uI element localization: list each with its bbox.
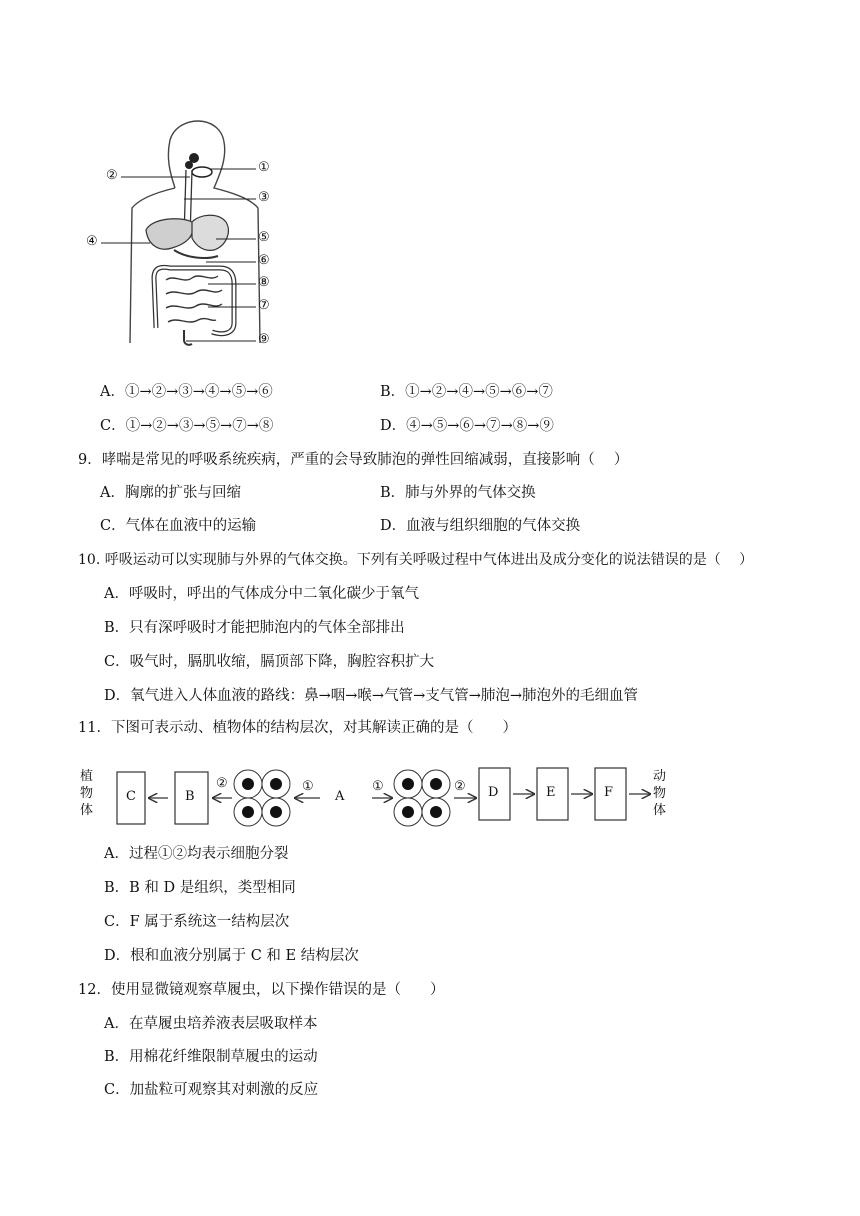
figure-label-6: ⑥ — [258, 253, 270, 268]
q9-option-d: D．血液与组织细胞的气体交换 — [380, 518, 581, 534]
plant-body-label — [80, 768, 96, 819]
q11-option-d: D．根和血液分别属于 C 和 E 结构层次 — [104, 948, 359, 964]
figure-label-9: ⑨ — [258, 332, 270, 347]
animal-body-char-1: 动 — [653, 769, 667, 784]
right-step-1: ① — [372, 779, 384, 794]
q11-option-a: A．过程①②均表示细胞分裂 — [104, 846, 289, 862]
figure-label-8: ⑧ — [258, 275, 270, 290]
q11-option-c: C．F 属于系统这一结构层次 — [104, 914, 290, 930]
box-c-label: C — [126, 789, 136, 804]
figure-label-2: ② — [106, 168, 118, 183]
figure-label-7: ⑦ — [258, 298, 270, 313]
q8-option-c: C．①→②→③→⑤→⑦→⑧ — [100, 418, 274, 434]
right-step-2: ② — [454, 779, 466, 794]
animal-body-char-2: 物 — [653, 786, 667, 801]
q10-option-b: B．只有深呼吸时才能把肺泡内的气体全部排出 — [104, 620, 405, 636]
q10-stem: 10. 呼吸运动可以实现肺与外界的气体交换。下列有关呼吸过程中气体进出及成分变化的说法错误的是（ ） — [78, 552, 754, 568]
structure-level-diagram — [76, 758, 676, 838]
center-a-label: A — [335, 789, 345, 804]
q8-option-a: A．①→②→③→④→⑤→⑥ — [100, 384, 273, 400]
figure-label-4: ④ — [86, 234, 98, 249]
figure-label-1: ① — [258, 160, 270, 175]
plant-body-char-2: 物 — [80, 786, 94, 801]
q9-option-b: B．肺与外界的气体交换 — [380, 485, 536, 501]
q8-option-d: D．④→⑤→⑥→⑦→⑧→⑨ — [380, 418, 554, 434]
q9-stem: 9．哮喘是常见的呼吸系统疾病，严重的会导致肺泡的弹性回缩减弱，直接影响（ ） — [78, 452, 629, 468]
box-d-label: D — [488, 785, 499, 800]
q11-option-b: B．B 和 D 是组织，类型相同 — [104, 880, 296, 896]
plant-body-char-1: 植 — [80, 769, 94, 784]
figure-label-5: ⑤ — [258, 230, 270, 245]
animal-body-char-3: 体 — [653, 803, 667, 818]
q10-option-d: D．氧气进入人体血液的路线：鼻→咽→喉→气管→支气管→肺泡→肺泡外的毛细血管 — [104, 688, 639, 704]
plant-body-char-3: 体 — [80, 803, 94, 818]
q11-stem: 11．下图可表示动、植物体的结构层次，对其解读正确的是（ ） — [78, 720, 517, 736]
q12-option-b: B．用棉花纤维限制草履虫的运动 — [104, 1049, 318, 1065]
q12-option-a: A．在草履虫培养液表层吸取样本 — [104, 1016, 318, 1032]
q10-option-c: C．吸气时，膈肌收缩，膈顶部下降，胸腔容积扩大 — [104, 654, 435, 670]
q8-option-b: B．①→②→④→⑤→⑥→⑦ — [380, 384, 553, 400]
left-step-2: ② — [216, 776, 228, 791]
q9-option-c: C．气体在血液中的运输 — [100, 518, 257, 534]
q12-stem: 12．使用显微镜观察草履虫，以下操作错误的是（ ） — [78, 982, 445, 998]
box-e-label: E — [546, 785, 556, 800]
structure-level-lines — [76, 758, 676, 838]
q12-option-c: C．加盐粒可观察其对刺激的反应 — [104, 1082, 319, 1098]
q10-option-a: A．呼吸时，呼出的气体成分中二氧化碳少于氧气 — [104, 586, 419, 602]
animal-body-label — [653, 768, 669, 819]
box-b-label: B — [185, 789, 195, 804]
left-step-1: ① — [302, 779, 314, 794]
figure-leader-lines — [0, 0, 860, 360]
figure-label-3: ③ — [258, 190, 270, 205]
q9-option-a: A．胸廓的扩张与回缩 — [100, 485, 241, 501]
box-f-label: F — [604, 785, 614, 800]
